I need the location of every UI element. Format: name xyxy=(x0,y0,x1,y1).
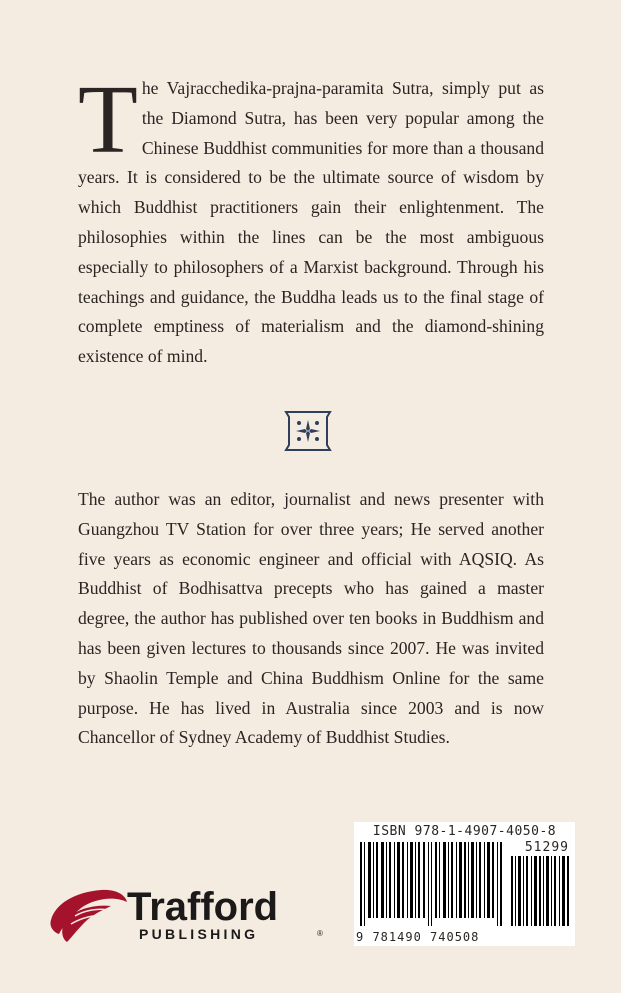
price-code: 51299 xyxy=(524,840,569,855)
book-description xyxy=(78,66,544,372)
isbn-digits: 9 781490 740508 xyxy=(356,930,480,944)
publisher-name: Trafford xyxy=(127,885,279,929)
drop-cap: T xyxy=(78,66,138,174)
publisher-subtitle: PUBLISHING xyxy=(139,926,259,942)
author-bio: The author was an editor, journalist and news presenter with Guangzhou TV Station for over three years; He served another five years as economic engineer and official with AQSIQ. As Buddhist of Bodhisattva precepts who has gained a master degree, the author has published over ten books in Buddhism and has been given lectures to thousands since 2007. He was invited by Shaolin Temple and China Buddhism Online for the same purpose. He has lived in Australia since 2003 and is now Chancellor of Sydney Academy of Buddhist Studies. xyxy=(78,489,544,748)
isbn-label: ISBN 978-1-4907-4050-8 xyxy=(372,824,557,839)
trafford-publishing-logo xyxy=(45,876,325,946)
ornament-icon xyxy=(283,409,333,453)
main-barcode xyxy=(358,842,506,926)
description-text: he Vajracchedika-prajna-paramita Sutra, simply put as the Diamond Sutra, has been very popular among the Chinese Buddhist communities for more than a thousand years. It is considered to be the ultimate source of wisdom by which Buddhist practitioners gain their enlightenment. The philosophies within the lines can be the most ambiguous especially to philosophers of a Marxist background. Through his teachings and guidance, the Buddha leads us to the final stage of complete emptiness of materialism and the diamond-shining existence of mind. xyxy=(78,78,544,367)
svg-text:®: ® xyxy=(317,929,323,938)
isbn-barcode xyxy=(354,822,575,946)
price-barcode xyxy=(510,856,570,926)
swoosh-icon xyxy=(50,890,127,942)
